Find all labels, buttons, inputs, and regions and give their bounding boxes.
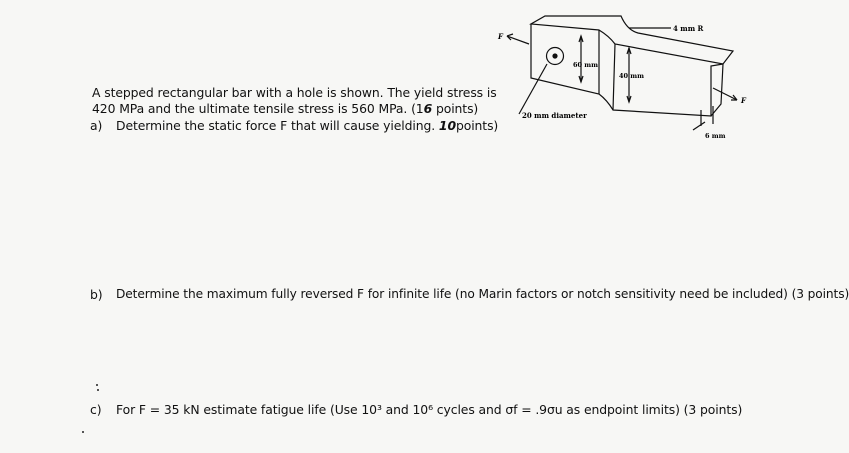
- handwritten-points-6: 6: [423, 101, 433, 116]
- label-force-left: F: [498, 32, 503, 41]
- problem-intro-line2: [92, 101, 478, 116]
- part-a-text: [116, 118, 498, 133]
- label-4mm-r: 4 mm R: [673, 24, 704, 33]
- part-a-letter: a): [90, 118, 103, 133]
- label-40mm: 40 mm: [619, 72, 645, 80]
- problem-intro-line2-text: 420 MPa and the ultimate tensile stress is 560 MPa. (1: [92, 101, 424, 116]
- stepped-bar-figure: [495, 6, 765, 156]
- bar-front-face: [531, 24, 723, 116]
- part-a-points: points): [455, 118, 499, 133]
- part-c-letter: c): [90, 402, 102, 417]
- label-force-right: F: [741, 96, 746, 105]
- stray-mark: [97, 389, 99, 391]
- part-c-text: For F = 35 kN estimate fatigue life (Use 10³ and 10⁶ cycles and σf = .9σu as endpoint limits) (3 points): [116, 402, 743, 417]
- stray-mark: [96, 384, 98, 386]
- handwritten-points-10: 10: [438, 118, 456, 133]
- problem-intro-line1: A stepped rectangular bar with a hole is shown. The yield stress is: [92, 85, 497, 100]
- part-b-letter: b): [90, 287, 103, 302]
- label-60mm: 60 mm: [573, 61, 599, 69]
- problem-intro-line2-end: points): [432, 101, 479, 116]
- label-6mm: 6 mm: [705, 132, 726, 140]
- label-20mm-diameter: 20 mm diameter: [522, 111, 587, 120]
- stray-mark: [82, 431, 84, 433]
- part-a-question: Determine the static force F that will cause yielding.: [116, 118, 436, 133]
- part-b-text: Determine the maximum fully reversed F for infinite life (no Marin factors or notch sensitivity need be included) (3 points): [116, 287, 849, 301]
